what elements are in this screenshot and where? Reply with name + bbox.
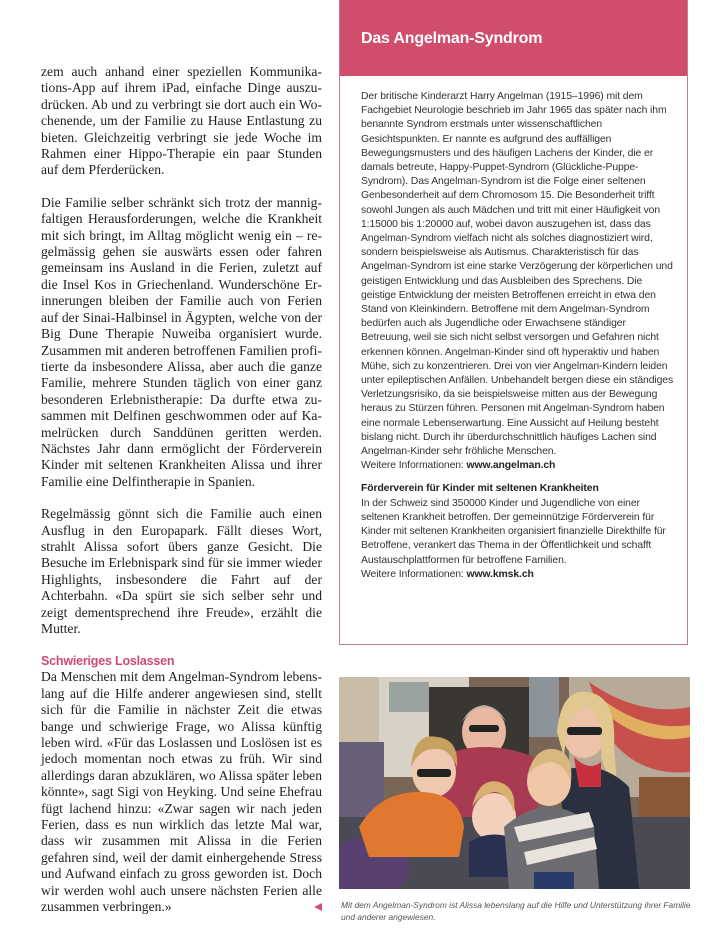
- kmsk-link[interactable]: www.kmsk.ch: [466, 568, 534, 580]
- info-box-subheading: Förderverein für Kinder mit seltenen Krankheiten: [361, 483, 599, 495]
- info-box: [339, 0, 688, 645]
- more-info-label: Weitere Informationen:: [361, 568, 467, 580]
- info-box-header: [340, 0, 687, 76]
- info-box-text: Der britische Kinderarzt Harry Angelman (1915–1996) mit dem Fachgebiet Neurologie beschrieb im Jahr 1965 das später nach ihm benannte Syndrom erstmals unter wissenschaftlichen Gesichtspunkten. Er nannte es aufgrund des auffälligen Bewegungsmusters und des häufigen Lachens der Kinder, die er damals betreute, Happy-Puppet-Syndrom (Glückliche-Puppe-Syndrom). Das Angelman-Syndrom ist die Folge einer seltenen Genbesonderheit auf dem Chromosom 15. Die Besonderheit trifft sowohl Jungen als auch Mädchen und tritt mit einer Häufigkeit von 1:15000 bis 1:20000 auf, wobei davon auszugehen ist, dass das Angelman-Syndrom vielfach nicht als solches diagnostiziert wird, sondern beispielsweise als Autismus. Charakteristisch für das Angelman-Syndrom ist eine starke Verzögerung der körperlichen und geistigen Entwicklung und das Ausbleiben des Sprechens. Die geistige Entwicklung der meisten Betroffenen erreicht in etwa den Stand von Kleinkindern. Betroffene mit dem Angelman-Syndrom bedürfen auch als Jugendliche oder Erwachsene ständiger Betreuung, weil sie sich nicht selbst versorgen und Gefahren nicht erkennen können. Angelman-Kinder sind oft hyperaktiv und haben Mühe, sich zu konzentrieren. Drei von vier Angelman-Kindern leiden unter epileptischen Anfällen. Unbehandelt bergen diese ein ständiges Verletzungsrisiko, da sie beispielsweise mitten aus der Bewegung heraus zu Stürzen führen. Personen mit Angelman-Syndrom haben eine normale Lebenserwartung. Eine Aussicht auf Heilung besteht bislang nicht. Durch ihr überdurchschnittlich häufiges Lachen sind Angelman-Kinder sehr fröhliche Menschen.: [361, 91, 674, 458]
- more-info-label: Weitere Informationen:: [361, 460, 467, 472]
- info-box-title: Das Angelman-Syndrom: [361, 30, 543, 47]
- info-box-more-info: [361, 459, 677, 473]
- article-paragraph: zem auch anhand einer speziellen Kommunikations-App auf ihrem iPad, einfache Dinge auszudrücken. Ab und zu verbringt sie dort auch ein Wochenende, um der Familie zu Hause Entlastung zu bieten. Gleichzeitig verbringt sie jede Woche im Rahmen einer Hippo-Therapie ein paar Stunden auf dem Pferderücken.: [41, 64, 322, 178]
- family-photo-illustration: [339, 677, 690, 889]
- photo-caption: Mit dem Angelman-Syndrom ist Alissa lebenslang auf die Hilfe und Unterstützung ihrer Familie und anderer angewiesen.: [341, 900, 691, 922]
- article-column: [41, 64, 322, 932]
- end-of-article-triangle-icon: [314, 903, 322, 911]
- info-box-body: [340, 76, 687, 582]
- family-photo: [339, 677, 690, 889]
- section-heading: Schwieriges Loslassen: [41, 654, 175, 669]
- article-paragraph-text: Da Menschen mit dem Angelman-Syndrom lebenslang auf die Hilfe anderer angewiesen sind, stellt sich für die Familie in nächster Zeit die etwas bange und schwierige Frage, wo Alissa künftig leben wird. «Für das Loslassen und Loslösen ist es jedoch momentan noch etwas zu früh. Wir sind allerdings daran abzuklären, wo Alissa später leben könnte», sagt Sigi von Heyking. Und seine Ehefrau fügt lachend hinzu: «Zwar sagen wir nach jeden Ferien, dass es nun wirklich das letzte Mal war, dass wir zusammen mit Alissa in die Ferien gefahren sind, weil der damit einhergehende Stress und Aufwand einfach zu gross geworden ist. Doch wir werden wohl auch unsere nächsten Ferien alle zusammen verbringen.»: [41, 669, 322, 915]
- info-box-text-2: In der Schweiz sind 350000 Kinder und Jugendliche von einer seltenen Krankheit betroffen. Der gemeinnützige Förderverein für Kinder mit seltenen Krankheiten organisiert finanzielle Direkthilfe für Betroffene, verankert das Thema in der Öffentlichkeit und schafft Austauschplattformen für betroffene Familien.: [361, 497, 666, 566]
- angelman-link[interactable]: www.angelman.ch: [466, 460, 556, 472]
- article-paragraph: Regelmässig gönnt sich die Familie auch einen Ausflug in den Europapark. Fällt dieses Wort, strahlt Alissa sofort übers ganze Gesicht. Die Besuche im Erlebnispark sind für sie immer wieder Highlights, insbesondere die Fahrt auf der Achterbahn. «Da spürt sie sich selber sehr und zeigt dementsprechend ihre Freude», erzählt die Mutter.: [41, 506, 322, 636]
- article-paragraph-last: [41, 669, 322, 915]
- article-paragraph: Die Familie selber schränkt sich trotz der mannigfaltigen Herausforderungen, welche die Krankheit mit sich bringt, im Alltag möglicht wenig ein – regelmässig gehen sie auswärts essen oder fahren gemeinsam ins Ausland in die Ferien, zuletzt auf die Insel Kos in Griechenland. Wunderschöne Erinnerungen bleiben der Familie auch von Ferien auf der Sinai-Halbinsel in Ägypten, welche von der Big Dune Therapie Nuweiba organisiert wurde. Zusammen mit anderen betroffenen Familien profitierte da insbesondere Alissa, aber auch die ganze Familie, mehrere Stunden täglich von einer ganz besonderen Erlebnistherapie: Da durfte etwa zusammen mit Delfinen geschwommen oder auf Kamelrücken durch Sanddünen geritten werden. Nächstes Jahr dann ermöglicht der Förderverein Kinder mit seltenen Krankheiten Alissa und ihrer Familie eine Delfintherapie in Spanien.: [41, 194, 322, 489]
- info-box-more-info-2: [361, 568, 677, 582]
